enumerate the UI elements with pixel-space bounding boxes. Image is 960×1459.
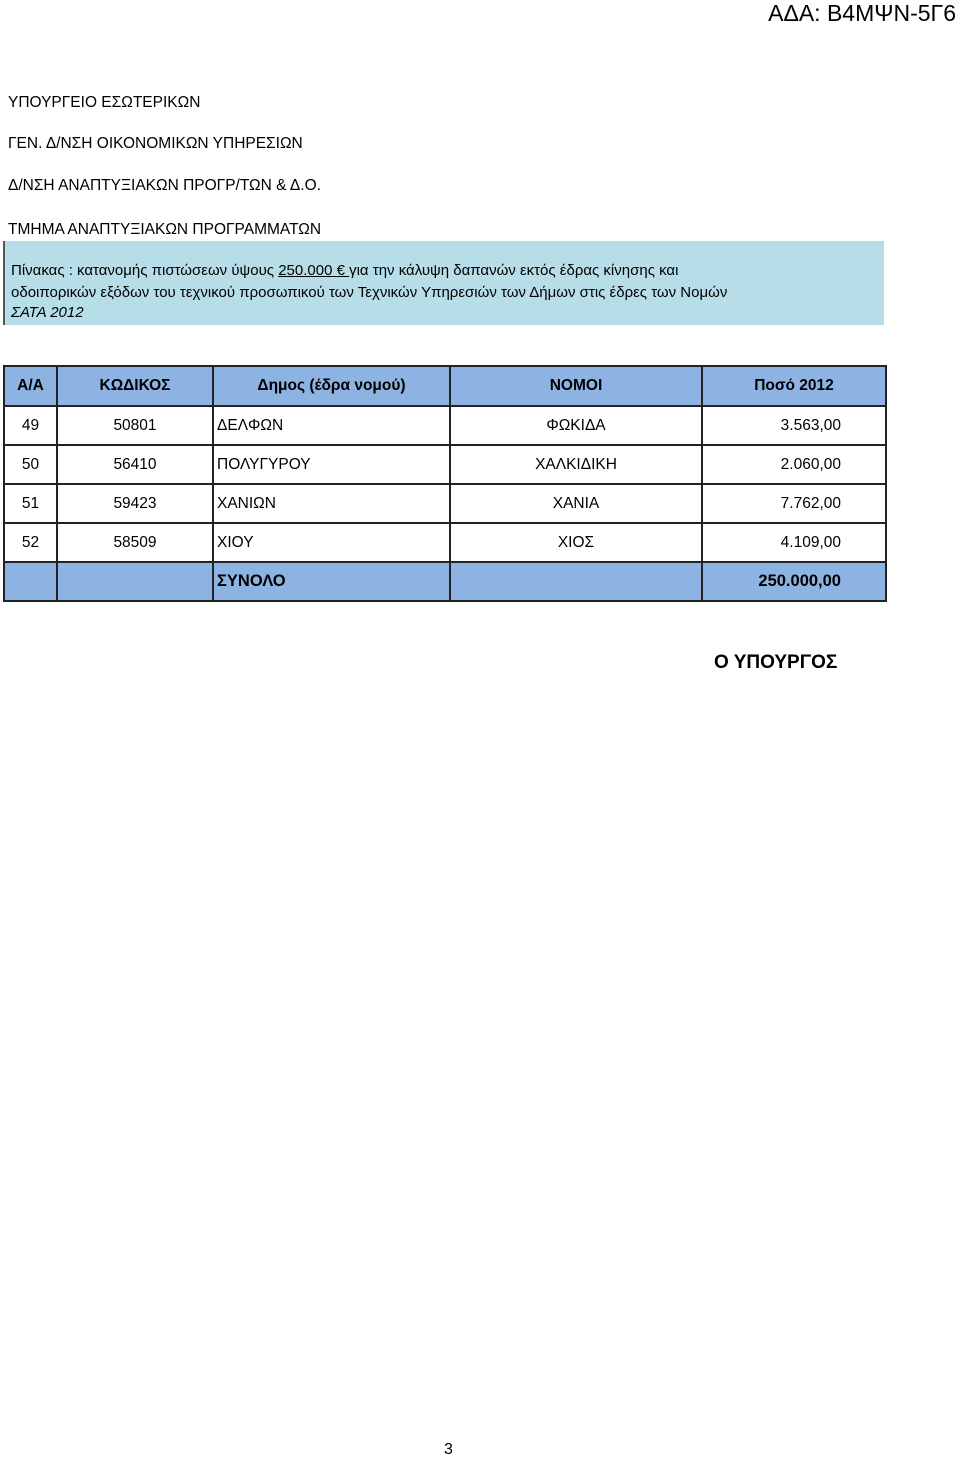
table-title-banner bbox=[3, 241, 884, 325]
cell-municipality: ΠΟΛΥΓΥΡΟΥ bbox=[213, 445, 450, 484]
allocation-table bbox=[3, 365, 887, 602]
cell-municipality: ΧΙΟΥ bbox=[213, 523, 450, 562]
cell-aa: 51 bbox=[4, 484, 57, 523]
col-code: ΚΩΔΙΚΟΣ bbox=[57, 366, 213, 406]
total-empty-code bbox=[57, 562, 213, 601]
cell-amount: 4.109,00 bbox=[702, 523, 886, 562]
total-empty-prefecture bbox=[450, 562, 702, 601]
cell-prefecture: ΧΑΝΙΑ bbox=[450, 484, 702, 523]
general-directorate: ΓΕΝ. Δ/ΝΣΗ ΟΙΚΟΝΟΜΙΚΩΝ ΥΠΗΡΕΣΙΩΝ bbox=[8, 135, 303, 152]
banner-prefix: Πίνακας : κατανομής πιστώσεων ύψους bbox=[11, 262, 279, 279]
table-row bbox=[4, 445, 886, 484]
table-row bbox=[4, 406, 886, 445]
col-municipality: Δημος (έδρα νομού) bbox=[213, 366, 450, 406]
cell-amount: 2.060,00 bbox=[702, 445, 886, 484]
cell-aa: 52 bbox=[4, 523, 57, 562]
ministry-name: ΥΠΟΥΡΓΕΙΟ ΕΣΩΤΕΡΙΚΩΝ bbox=[8, 94, 201, 111]
cell-aa: 49 bbox=[4, 406, 57, 445]
page-number: 3 bbox=[444, 1441, 453, 1458]
cell-municipality: ΔΕΛΦΩΝ bbox=[213, 406, 450, 445]
col-aa: Α/Α bbox=[4, 366, 57, 406]
cell-code: 58509 bbox=[57, 523, 213, 562]
banner-amount: 250.000 € bbox=[278, 262, 350, 279]
table-header-row bbox=[4, 366, 886, 406]
cell-prefecture: ΧΑΛΚΙΔΙΚΗ bbox=[450, 445, 702, 484]
banner-line-1 bbox=[11, 262, 678, 280]
cell-prefecture: ΧΙΟΣ bbox=[450, 523, 702, 562]
directorate: Δ/ΝΣΗ ΑΝΑΠΤΥΞΙΑΚΩΝ ΠΡΟΓΡ/ΤΩΝ & Δ.Ο. bbox=[8, 177, 321, 194]
col-amount: Ποσό 2012 bbox=[702, 366, 886, 406]
table-row bbox=[4, 523, 886, 562]
ada-code: ΑΔΑ: Β4ΜΨΝ-5Γ6 bbox=[768, 0, 956, 26]
table-row bbox=[4, 484, 886, 523]
signature-title: Ο ΥΠΟΥΡΓΟΣ bbox=[714, 652, 838, 673]
total-label: ΣΥΝΟΛΟ bbox=[213, 562, 450, 601]
cell-aa: 50 bbox=[4, 445, 57, 484]
cell-municipality: ΧΑΝΙΩΝ bbox=[213, 484, 450, 523]
cell-code: 56410 bbox=[57, 445, 213, 484]
cell-amount: 7.762,00 bbox=[702, 484, 886, 523]
total-amount: 250.000,00 bbox=[702, 562, 886, 601]
banner-line-3: ΣΑΤΑ 2012 bbox=[11, 304, 84, 321]
total-empty-aa bbox=[4, 562, 57, 601]
total-row bbox=[4, 562, 886, 601]
cell-code: 50801 bbox=[57, 406, 213, 445]
cell-amount: 3.563,00 bbox=[702, 406, 886, 445]
banner-line-2: οδοιπορικών εξόδων του τεχνικού προσωπικού των Τεχνικών Υπηρεσιών των Δήμων στις έδρες των Νομών bbox=[11, 284, 728, 301]
banner-suffix: για την κάλυψη δαπανών εκτός έδρας κίνησης και bbox=[349, 262, 679, 279]
department: ΤΜΗΜΑ ΑΝΑΠΤΥΞΙΑΚΩΝ ΠΡΟΓΡΑΜΜΑΤΩΝ bbox=[8, 221, 322, 238]
cell-code: 59423 bbox=[57, 484, 213, 523]
col-prefecture: ΝΟΜΟΙ bbox=[450, 366, 702, 406]
cell-prefecture: ΦΩΚΙΔΑ bbox=[450, 406, 702, 445]
